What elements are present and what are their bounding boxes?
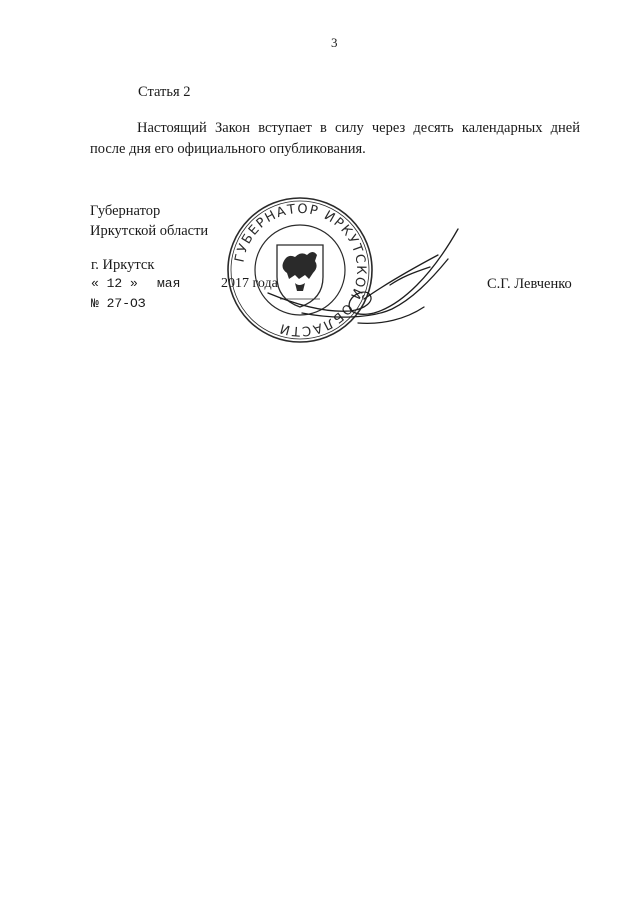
law-number: № 27-ОЗ xyxy=(91,296,146,311)
page-number: 3 xyxy=(331,35,338,50)
date-day: « 12 » xyxy=(91,276,138,291)
seal-text: ГУБЕРНАТОР ИРКУТСКОЙ ОБЛАСТИ xyxy=(232,201,369,339)
article-body-text: Настоящий Закон вступает в силу через десять календарных дней после дня его официального опубликования. xyxy=(90,120,580,157)
date-month: мая xyxy=(157,276,181,291)
signer-name: С.Г. Левченко xyxy=(487,276,572,292)
signer-title-line1: Губернатор xyxy=(90,203,161,219)
handwritten-signature xyxy=(262,215,472,345)
city: г. Иркутск xyxy=(91,257,155,273)
signer-title xyxy=(90,201,208,241)
date-year: 2017 года xyxy=(221,276,278,291)
article-heading: Статья 2 xyxy=(138,84,191,100)
signer-title-line2: Иркутской области xyxy=(90,223,209,239)
